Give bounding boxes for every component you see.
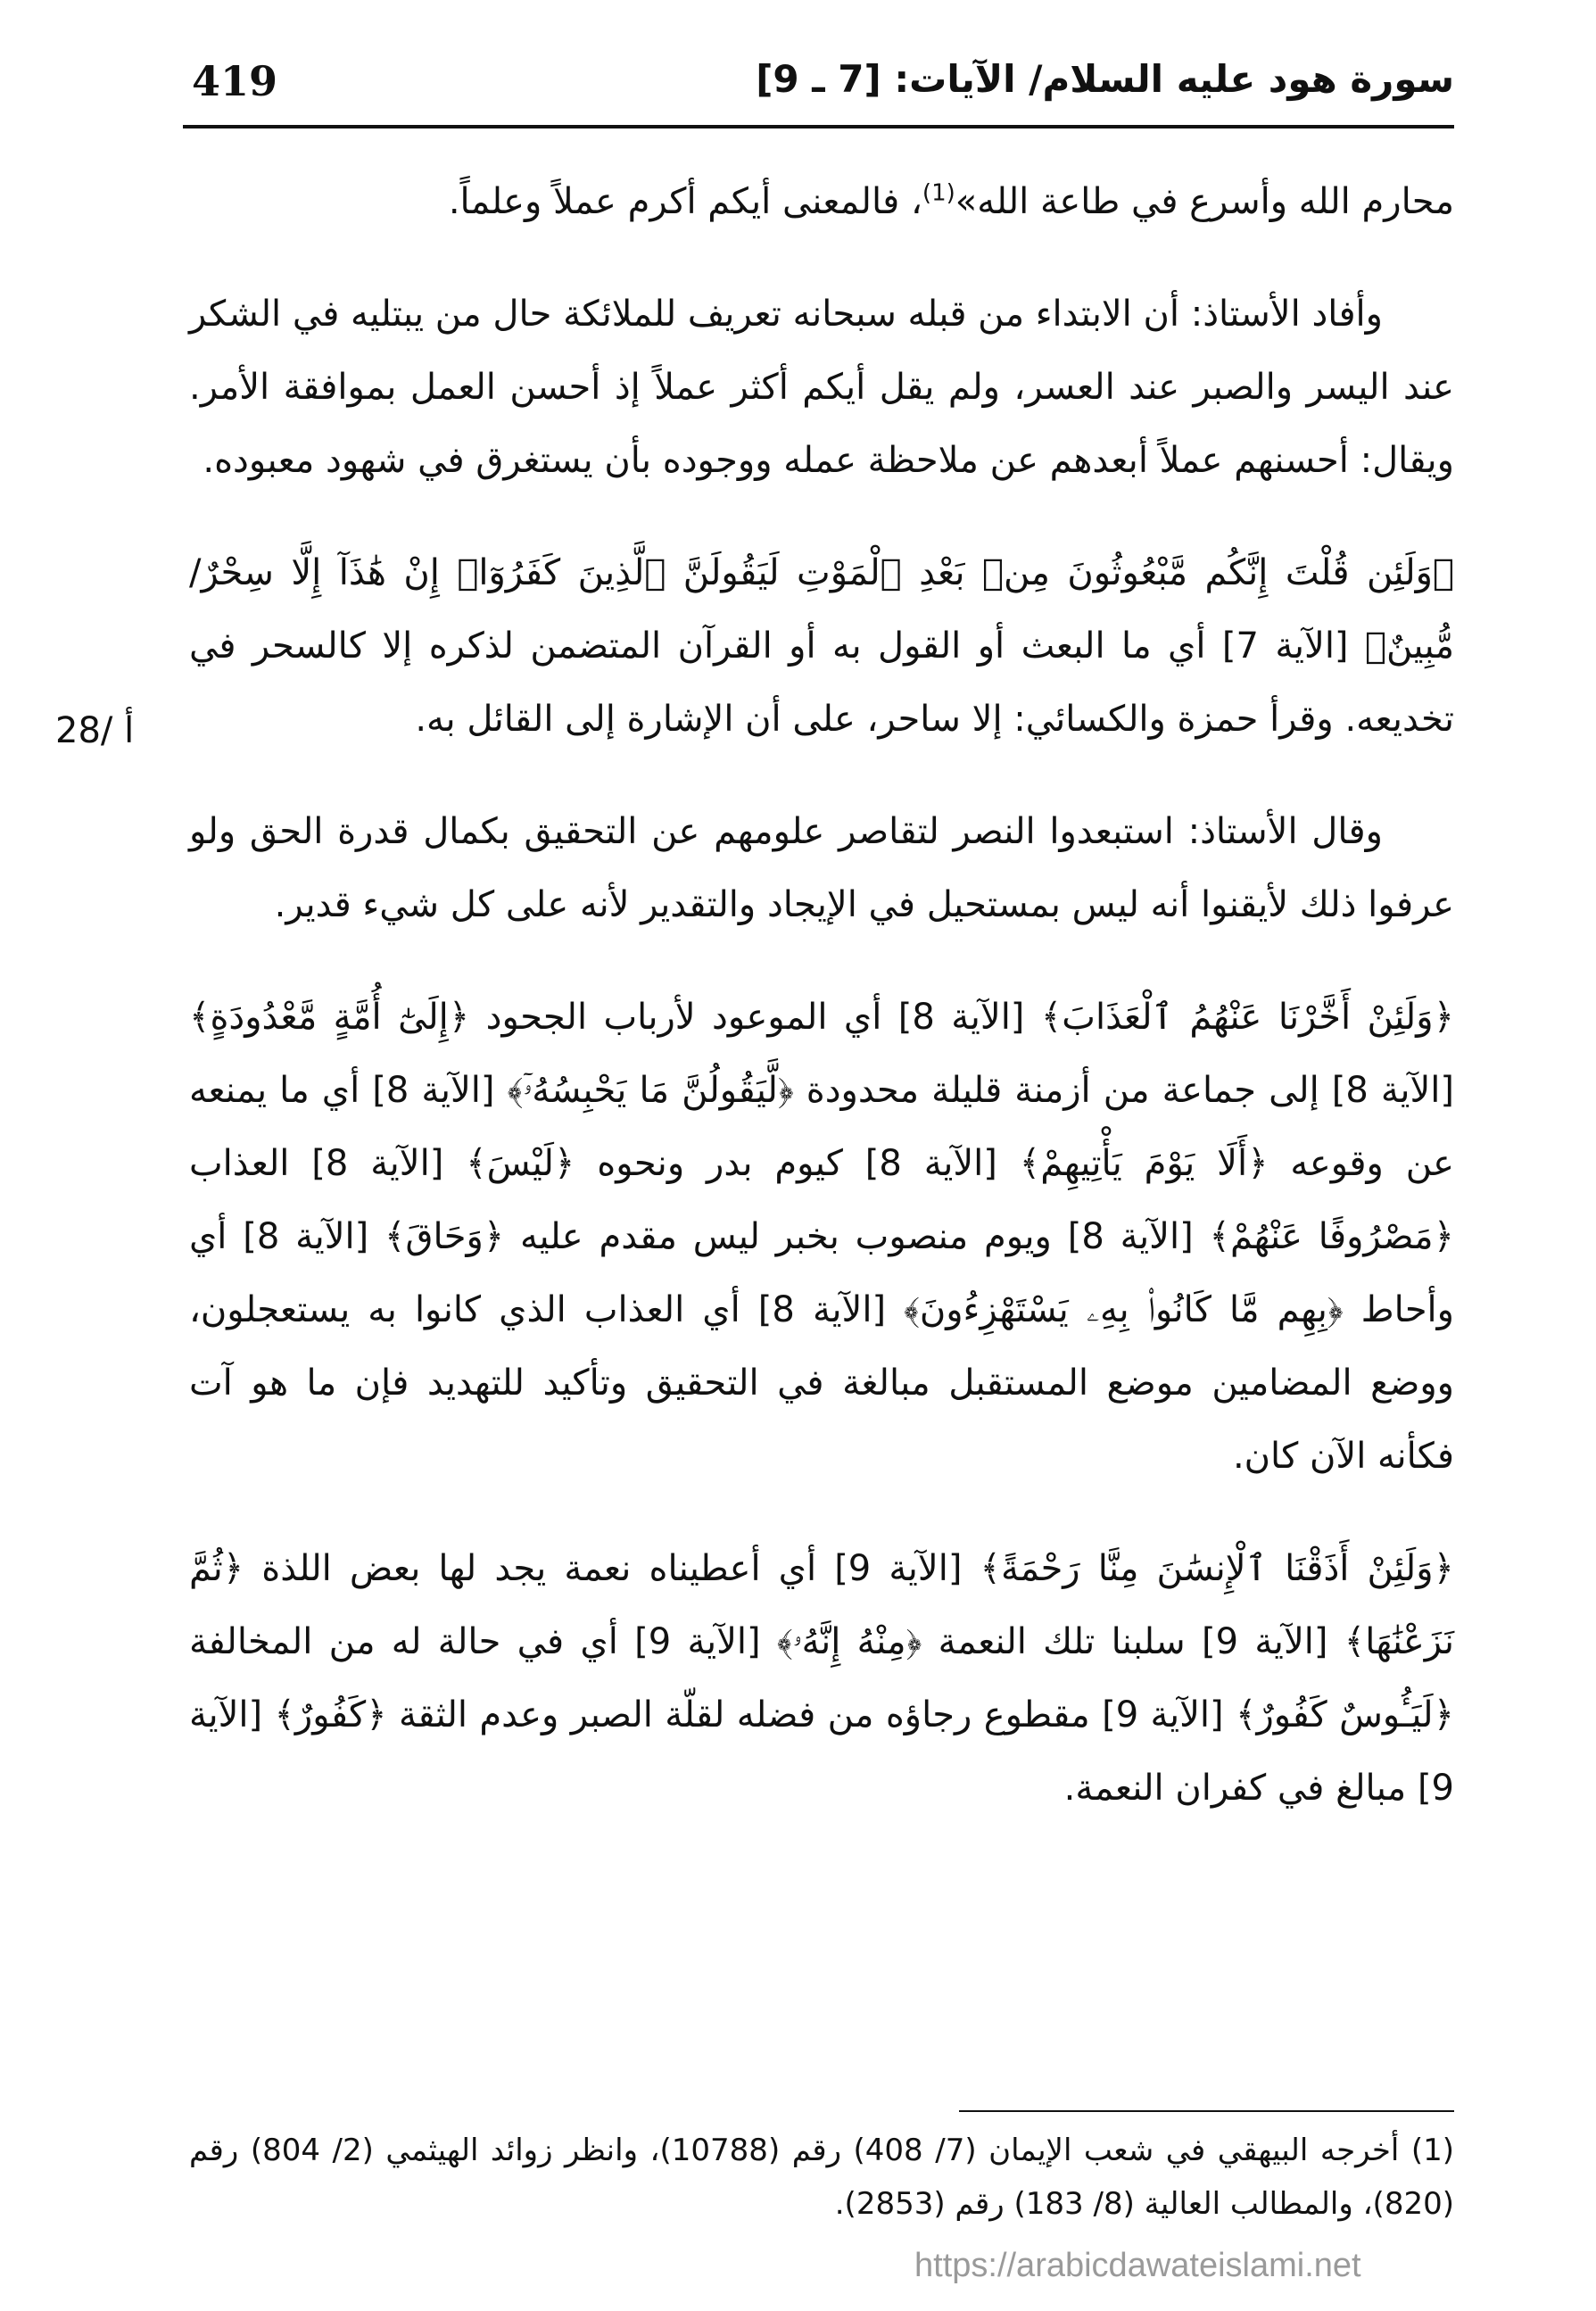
paragraph-1: محارم الله وأسرع في طاعة الله»$^{(1)}$، فالمعنى أيكم أكرم عملاً وعلماً.: [448, 179, 1454, 222]
paragraph-4: وقال الأستاذ: استبعدوا النصر لتقاصر علومهم عن التحقيق بكمال قدرة الحق ولو عرفوا ذلك لأيقنوا أنه ليس بمستحيل في الإيجاد والتقدير لأنه على كل شيء قدير.: [189, 811, 1454, 925]
paragraph-2: وأفاد الأستاذ: أن الابتداء من قبله سبحانه تعريف للملائكة حال من يبتليه في الشكر عند اليسر والصبر عند العسر، ولم يقل أيكم أكثر عملاً إذ أحسن العمل بموافقة الأمر. ويقال: أحسنهم عملاً أبعدهم عن ملاحظة عمله ووجوده بأن يستغرق في شهود معبوده.: [189, 294, 1454, 481]
margin-folio-note: 28/ أ: [55, 710, 135, 751]
paragraph-6: ﴿وَلَئِنْ أَذَقْنَا ٱلْإِنسَٰنَ مِنَّا رَحْمَةً﴾ [الآية 9] أي أعطيناه نعمة يجد لها بعض اللذة ﴿ثُمَّ نَزَعْنَٰهَا﴾ [الآية 9] سلبنا تلك النعمة ﴿مِنْهُ إِنَّهُۥ﴾ [الآية 9] أي في حالة له من المخالفة ﴿لَيَـُٔوسٌ كَفُورٌ﴾ [الآية 9] مقطوع رجاؤه من فضله لقلّة الصبر وعدم الثقة ﴿كَفُورٌ﴾ [الآية 9] مبالغ في كفران النعمة.: [189, 1548, 1455, 1809]
footnote-1: (1) أخرجه البيهقي في شعب الإيمان (7/ 408) رقم (10788)، وانظر زوائد الهيثمي (2/ 804) رقم (820)، والمطالب العالية (8/ 183) رقم (2853).: [189, 2133, 1455, 2222]
watermark-url: https://arabicdawateislami.net: [914, 2247, 1361, 2284]
main-text: [189, 165, 1454, 1864]
page-number: 419: [192, 57, 278, 105]
paragraph-5: ﴿وَلَئِنْ أَخَّرْنَا عَنْهُمُ ٱلْعَذَابَ﴾ [الآية 8] أي الموعود لأرباب الجحود ﴿إِلَىٰٓ أُمَّةٍ مَّعْدُودَةٍ﴾ [الآية 8] إلى جماعة من أزمنة قليلة محدودة ﴿لَّيَقُولُنَّ مَا يَحْبِسُهُۥٓ﴾ [الآية 8] أي ما يمنعه عن وقوعه ﴿أَلَا يَوْمَ يَأْتِيهِمْ﴾ [الآية 8] كيوم بدر ونحوه ﴿لَيْسَ﴾ [الآية 8] العذاب ﴿مَصْرُوفًا عَنْهُمْ﴾ [الآية 8] ويوم منصوب بخبر ليس مقدم عليه ﴿وَحَاقَ﴾ [الآية 8] أي وأحاط ﴿بِهِم مَّا كَانُوا۟ بِهِۦ يَسْتَهْزِءُونَ﴾ [الآية 8] أي العذاب الذي كانوا به يستعجلون، ووضع المضامين موضع المستقبل مبالغة في التحقيق وتأكيد للتهديد فإن ما هو آت فكأنه الآن كان.: [189, 997, 1455, 1477]
header-rule: [183, 125, 1454, 128]
footnote-rule: [959, 2110, 1454, 2112]
footnote-ref: (1): [922, 179, 955, 207]
running-title: سورة هود عليه السلام/ الآيات: [7 ـ 9]: [756, 57, 1454, 101]
footnotes: [189, 2124, 1454, 2231]
paragraph-3: ﴿وَلَئِن قُلْتَ إِنَّكُم مَّبْعُوثُونَ مِنۢ بَعْدِ ٱلْمَوْتِ لَيَقُولَنَّ ٱلَّذِينَ كَفَرُوٓا۟ إِنْ هَٰذَآ إِلَّا سِحْرٌ/ مُّبِينٌ﴾ [الآية 7] أي ما البعث أو القول به أو القرآن المتضمن لذكره إلا كالسحر في تخديعه. وقرأ حمزة والكسائي: إلا ساحر، على أن الإشارة إلى القائل به.: [189, 552, 1454, 740]
page-header: [183, 52, 1454, 116]
